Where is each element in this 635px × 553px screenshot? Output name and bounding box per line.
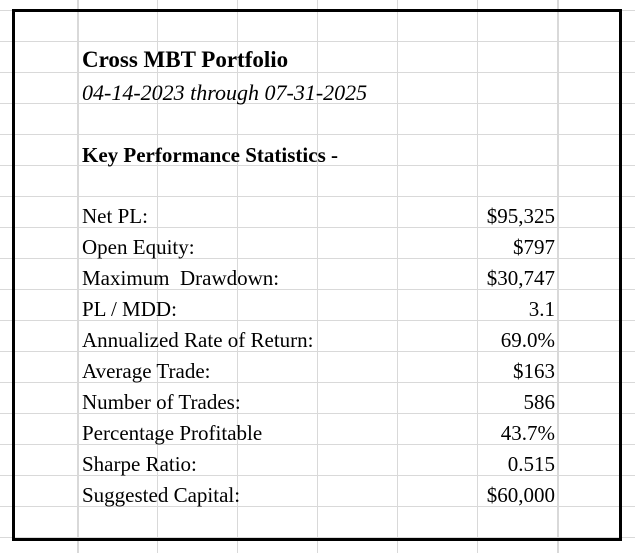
stat-row-average-trade[interactable] xyxy=(82,356,555,387)
stat-label: Maximum Drawdown: xyxy=(82,266,280,290)
stat-label: Open Equity: xyxy=(82,235,195,259)
stat-value: $797 xyxy=(513,235,555,259)
stat-row-number-of-trades[interactable] xyxy=(82,387,555,418)
stat-value: $60,000 xyxy=(486,483,555,507)
stat-value: 586 xyxy=(523,390,555,414)
stat-label: Percentage Profitable xyxy=(82,421,263,445)
stat-value: $163 xyxy=(513,359,555,383)
stat-label: PL / MDD: xyxy=(82,297,177,321)
stat-value: $30,747 xyxy=(486,266,555,290)
stat-row-maximum-drawdown[interactable] xyxy=(82,263,555,294)
stat-label: Average Trade: xyxy=(82,359,211,383)
stat-row-open-equity[interactable] xyxy=(82,232,555,263)
stat-row-percentage-profitable[interactable] xyxy=(82,418,555,449)
stat-value: 43.7% xyxy=(500,421,555,445)
report-title[interactable]: Cross MBT Portfolio xyxy=(82,47,289,72)
stat-label: Suggested Capital: xyxy=(82,483,241,507)
report-date-range[interactable]: 04-14-2023 through 07-31-2025 xyxy=(82,80,368,105)
stat-row-suggested-capital[interactable] xyxy=(82,480,555,511)
stat-value: $95,325 xyxy=(486,204,555,228)
stat-label: Annualized Rate of Return: xyxy=(82,328,314,352)
section-heading[interactable]: Key Performance Statistics - xyxy=(82,143,338,167)
stat-label: Sharpe Ratio: xyxy=(82,452,197,476)
stat-row-annualized-return[interactable] xyxy=(82,325,555,356)
stat-value: 0.515 xyxy=(507,452,555,476)
stat-row-sharpe-ratio[interactable] xyxy=(82,449,555,480)
stat-row-net-pl[interactable] xyxy=(82,201,555,232)
stat-value: 3.1 xyxy=(528,297,555,321)
stat-label: Net PL: xyxy=(82,204,148,228)
stat-label: Number of Trades: xyxy=(82,390,241,414)
stat-row-pl-mdd[interactable] xyxy=(82,294,555,325)
stat-value: 69.0% xyxy=(500,328,555,352)
